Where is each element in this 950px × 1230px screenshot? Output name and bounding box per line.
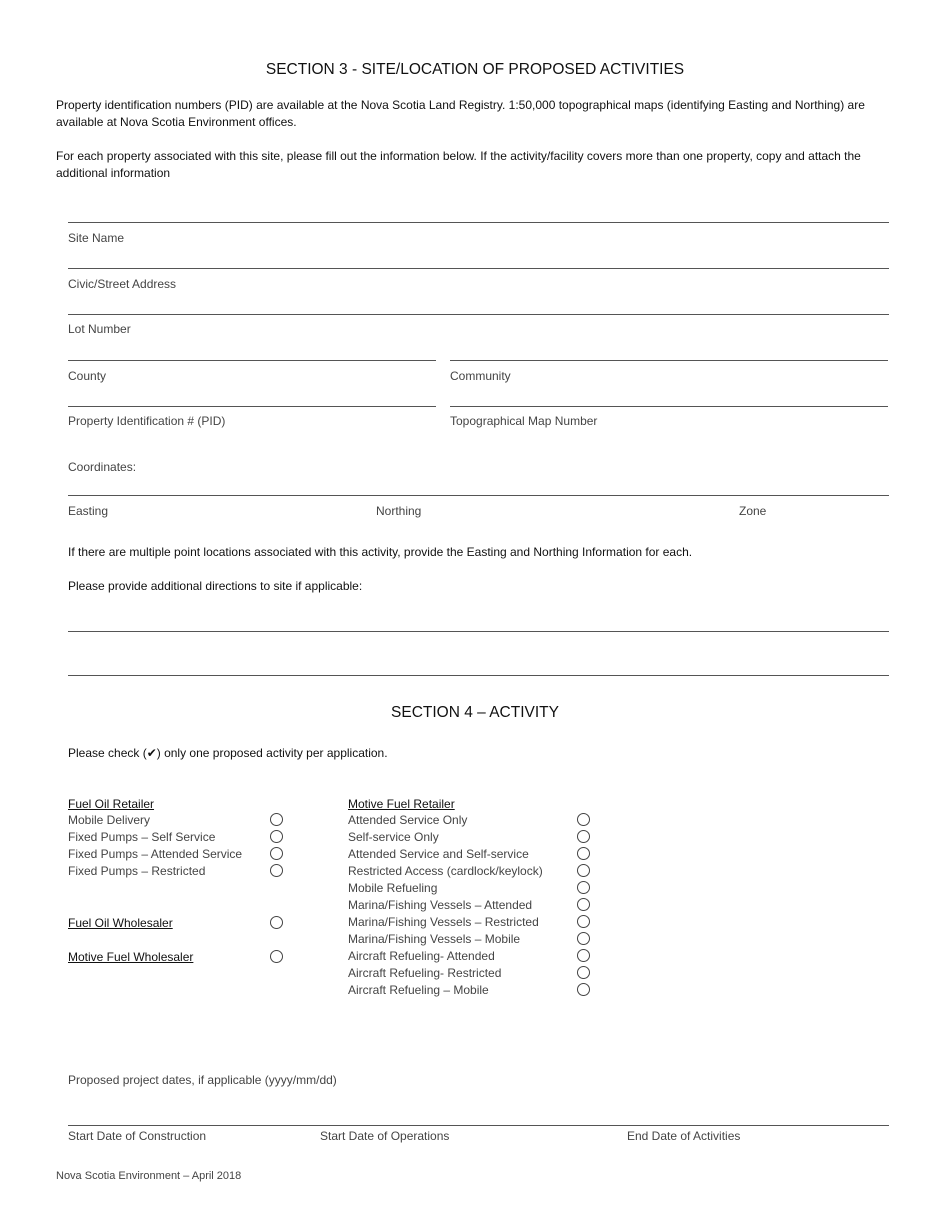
radio-fixed-pumps-self-service[interactable] xyxy=(270,830,283,843)
start-operations-label: Start Date of Operations xyxy=(320,1129,450,1143)
option-label: Fixed Pumps – Attended Service xyxy=(68,847,243,861)
option-label: Fixed Pumps – Restricted xyxy=(68,864,206,878)
site-name-label: Site Name xyxy=(68,231,125,245)
directions-label: Please provide additional directions to site if applicable: xyxy=(68,579,363,593)
option-label: Mobile Refueling xyxy=(348,881,438,895)
lot-number-field[interactable] xyxy=(68,314,889,315)
option-label: Attended Service and Self-service xyxy=(348,847,529,861)
multiple-locations-note: If there are multiple point locations associated with this activity, provide the Easting and Northing Information for each. xyxy=(68,545,693,559)
county-label: County xyxy=(68,369,107,383)
project-dates-label: Proposed project dates, if applicable (yyyy/mm/dd) xyxy=(68,1073,337,1087)
option-label: Aircraft Refueling – Mobile xyxy=(348,983,489,997)
zone-label: Zone xyxy=(739,504,767,518)
radio-mobile-delivery[interactable] xyxy=(270,813,283,826)
option-label: Marina/Fishing Vessels – Attended xyxy=(348,898,533,912)
intro-paragraph-2: For each property associated with this site, please fill out the information below. If the activity/facility covers more than one property, copy and attach the additional information xyxy=(56,149,861,180)
section-3-title: SECTION 3 - SITE/LOCATION OF PROPOSED ACTIVITIES xyxy=(265,61,685,78)
radio-marina-attended[interactable] xyxy=(577,898,590,911)
radio-motive-fuel-wholesaler[interactable] xyxy=(270,950,283,963)
radio-aircraft-attended[interactable] xyxy=(577,949,590,962)
page-footer: Nova Scotia Environment – April 2018 xyxy=(56,1170,242,1182)
coordinates-field[interactable] xyxy=(68,495,889,496)
option-label: Restricted Access (cardlock/keylock) xyxy=(348,864,543,878)
civic-address-field[interactable] xyxy=(68,268,889,269)
option-label: Self-service Only xyxy=(348,830,439,844)
option-label: Attended Service Only xyxy=(348,813,468,827)
option-label: Aircraft Refueling- Attended xyxy=(348,949,495,963)
radio-attended-and-self-service[interactable] xyxy=(577,847,590,860)
end-activities-label: End Date of Activities xyxy=(627,1129,741,1143)
pid-field[interactable] xyxy=(68,406,436,407)
section-4-title: SECTION 4 – ACTIVITY xyxy=(391,704,559,721)
option-label: Mobile Delivery xyxy=(68,813,151,827)
project-dates-field[interactable] xyxy=(68,1125,889,1126)
radio-mobile-refueling[interactable] xyxy=(577,881,590,894)
community-label: Community xyxy=(450,369,511,383)
option-label: Aircraft Refueling- Restricted xyxy=(348,966,502,980)
fuel-oil-retailer-header: Fuel Oil Retailer xyxy=(68,797,155,811)
radio-fuel-oil-wholesaler[interactable] xyxy=(270,916,283,929)
radio-self-service-only[interactable] xyxy=(577,830,590,843)
fuel-oil-wholesaler-header: Fuel Oil Wholesaler xyxy=(68,916,173,930)
civic-address-label: Civic/Street Address xyxy=(68,277,177,291)
directions-field-line-2[interactable] xyxy=(68,675,889,676)
radio-fixed-pumps-restricted[interactable] xyxy=(270,864,283,877)
county-field[interactable] xyxy=(68,360,436,361)
radio-marina-mobile[interactable] xyxy=(577,932,590,945)
easting-label: Easting xyxy=(68,504,109,518)
topo-map-label: Topographical Map Number xyxy=(450,414,598,428)
community-field[interactable] xyxy=(450,360,888,361)
start-construction-label: Start Date of Construction xyxy=(68,1129,207,1143)
northing-label: Northing xyxy=(376,504,422,518)
intro-paragraph-1: Property identification numbers (PID) are available at the Nova Scotia Land Registry. 1:50,000 topographical maps (identifying Easting and Northing) are available at Nova Scotia Environment offices. xyxy=(56,98,865,129)
pid-label: Property Identification # (PID) xyxy=(68,414,226,428)
site-name-field[interactable] xyxy=(68,222,889,223)
option-label: Fixed Pumps – Self Service xyxy=(68,830,216,844)
radio-marina-restricted[interactable] xyxy=(577,915,590,928)
motive-fuel-retailer-header: Motive Fuel Retailer xyxy=(348,797,455,811)
radio-restricted-access[interactable] xyxy=(577,864,590,877)
lot-number-label: Lot Number xyxy=(68,322,131,336)
coordinates-label: Coordinates: xyxy=(68,460,137,474)
motive-fuel-wholesaler-header: Motive Fuel Wholesaler xyxy=(68,950,194,964)
radio-aircraft-mobile[interactable] xyxy=(577,983,590,996)
radio-fixed-pumps-attended-service[interactable] xyxy=(270,847,283,860)
radio-aircraft-restricted[interactable] xyxy=(577,966,590,979)
option-label: Marina/Fishing Vessels – Restricted xyxy=(348,915,539,929)
activity-instruction: Please check (✔) only one proposed activity per application. xyxy=(68,746,388,760)
option-label: Marina/Fishing Vessels – Mobile xyxy=(348,932,521,946)
radio-attended-service-only[interactable] xyxy=(577,813,590,826)
topo-map-field[interactable] xyxy=(450,406,888,407)
directions-field-line-1[interactable] xyxy=(68,631,889,632)
